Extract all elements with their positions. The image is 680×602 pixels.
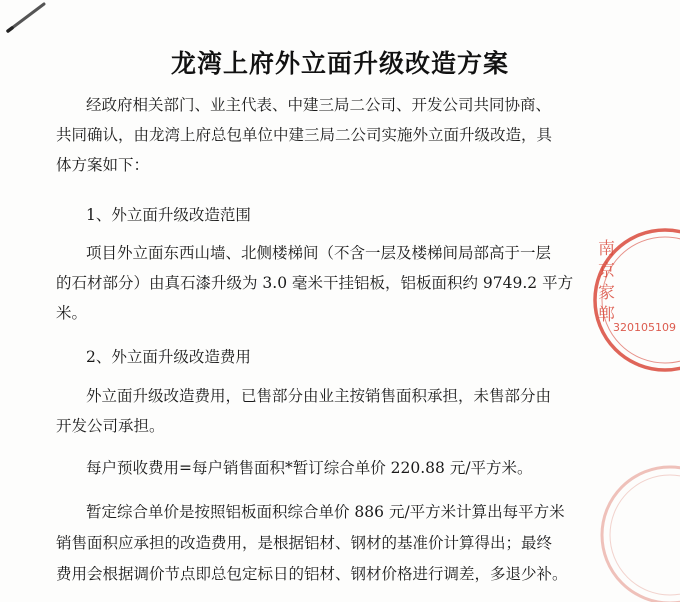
seal-text: 南京家郸 — [598, 239, 615, 325]
paragraph-line: 米。 — [56, 304, 88, 322]
paragraph-line: 的石材部分）由真石漆升级为 3.0 毫米干挂铝板，铝板面积约 9749.2 平方 — [56, 274, 574, 292]
paragraph-line: 共同确认，由龙湾上府总包单位中建三局二公司实施外立面升级改造，具 — [56, 126, 553, 144]
paragraph-line: 体方案如下： — [56, 156, 150, 174]
paragraph-line: 经政府相关部门、业主代表、中建三局二公司、开发公司共同协商、 — [86, 96, 552, 114]
paragraph-line: 销售面积应承担的改造费用，是根据铝材、钢材的基准价计算得出；最终 — [56, 534, 553, 552]
seal-number: 320105109 — [613, 321, 676, 334]
paragraph-line: 费用会根据调价节点即总包定标日的铝材、钢材价格进行调差，多退少补。 — [56, 565, 568, 583]
formula-line: 每户预收费用=每户销售面积*暂订综合单价 220.88 元/平方米。 — [86, 459, 533, 477]
faint-seal — [590, 455, 680, 602]
document-title: 龙湾上府外立面升级改造方案 — [170, 49, 509, 78]
section-heading: 1、外立面升级改造范围 — [86, 206, 251, 224]
pen-icon — [0, 0, 60, 40]
paragraph-line: 暂定综合单价是按照铝板面积综合单价 886 元/平方米计算出每平方米 — [86, 503, 565, 521]
paragraph-line: 项目外立面东西山墙、北侧楼梯间（不含一层及楼梯间局部高于一层 — [86, 244, 552, 262]
section-heading: 2、外立面升级改造费用 — [86, 348, 251, 366]
paragraph-line: 外立面升级改造费用，已售部分由业主按销售面积承担，未售部分由 — [86, 387, 552, 405]
paragraph-line: 开发公司承担。 — [56, 417, 165, 435]
